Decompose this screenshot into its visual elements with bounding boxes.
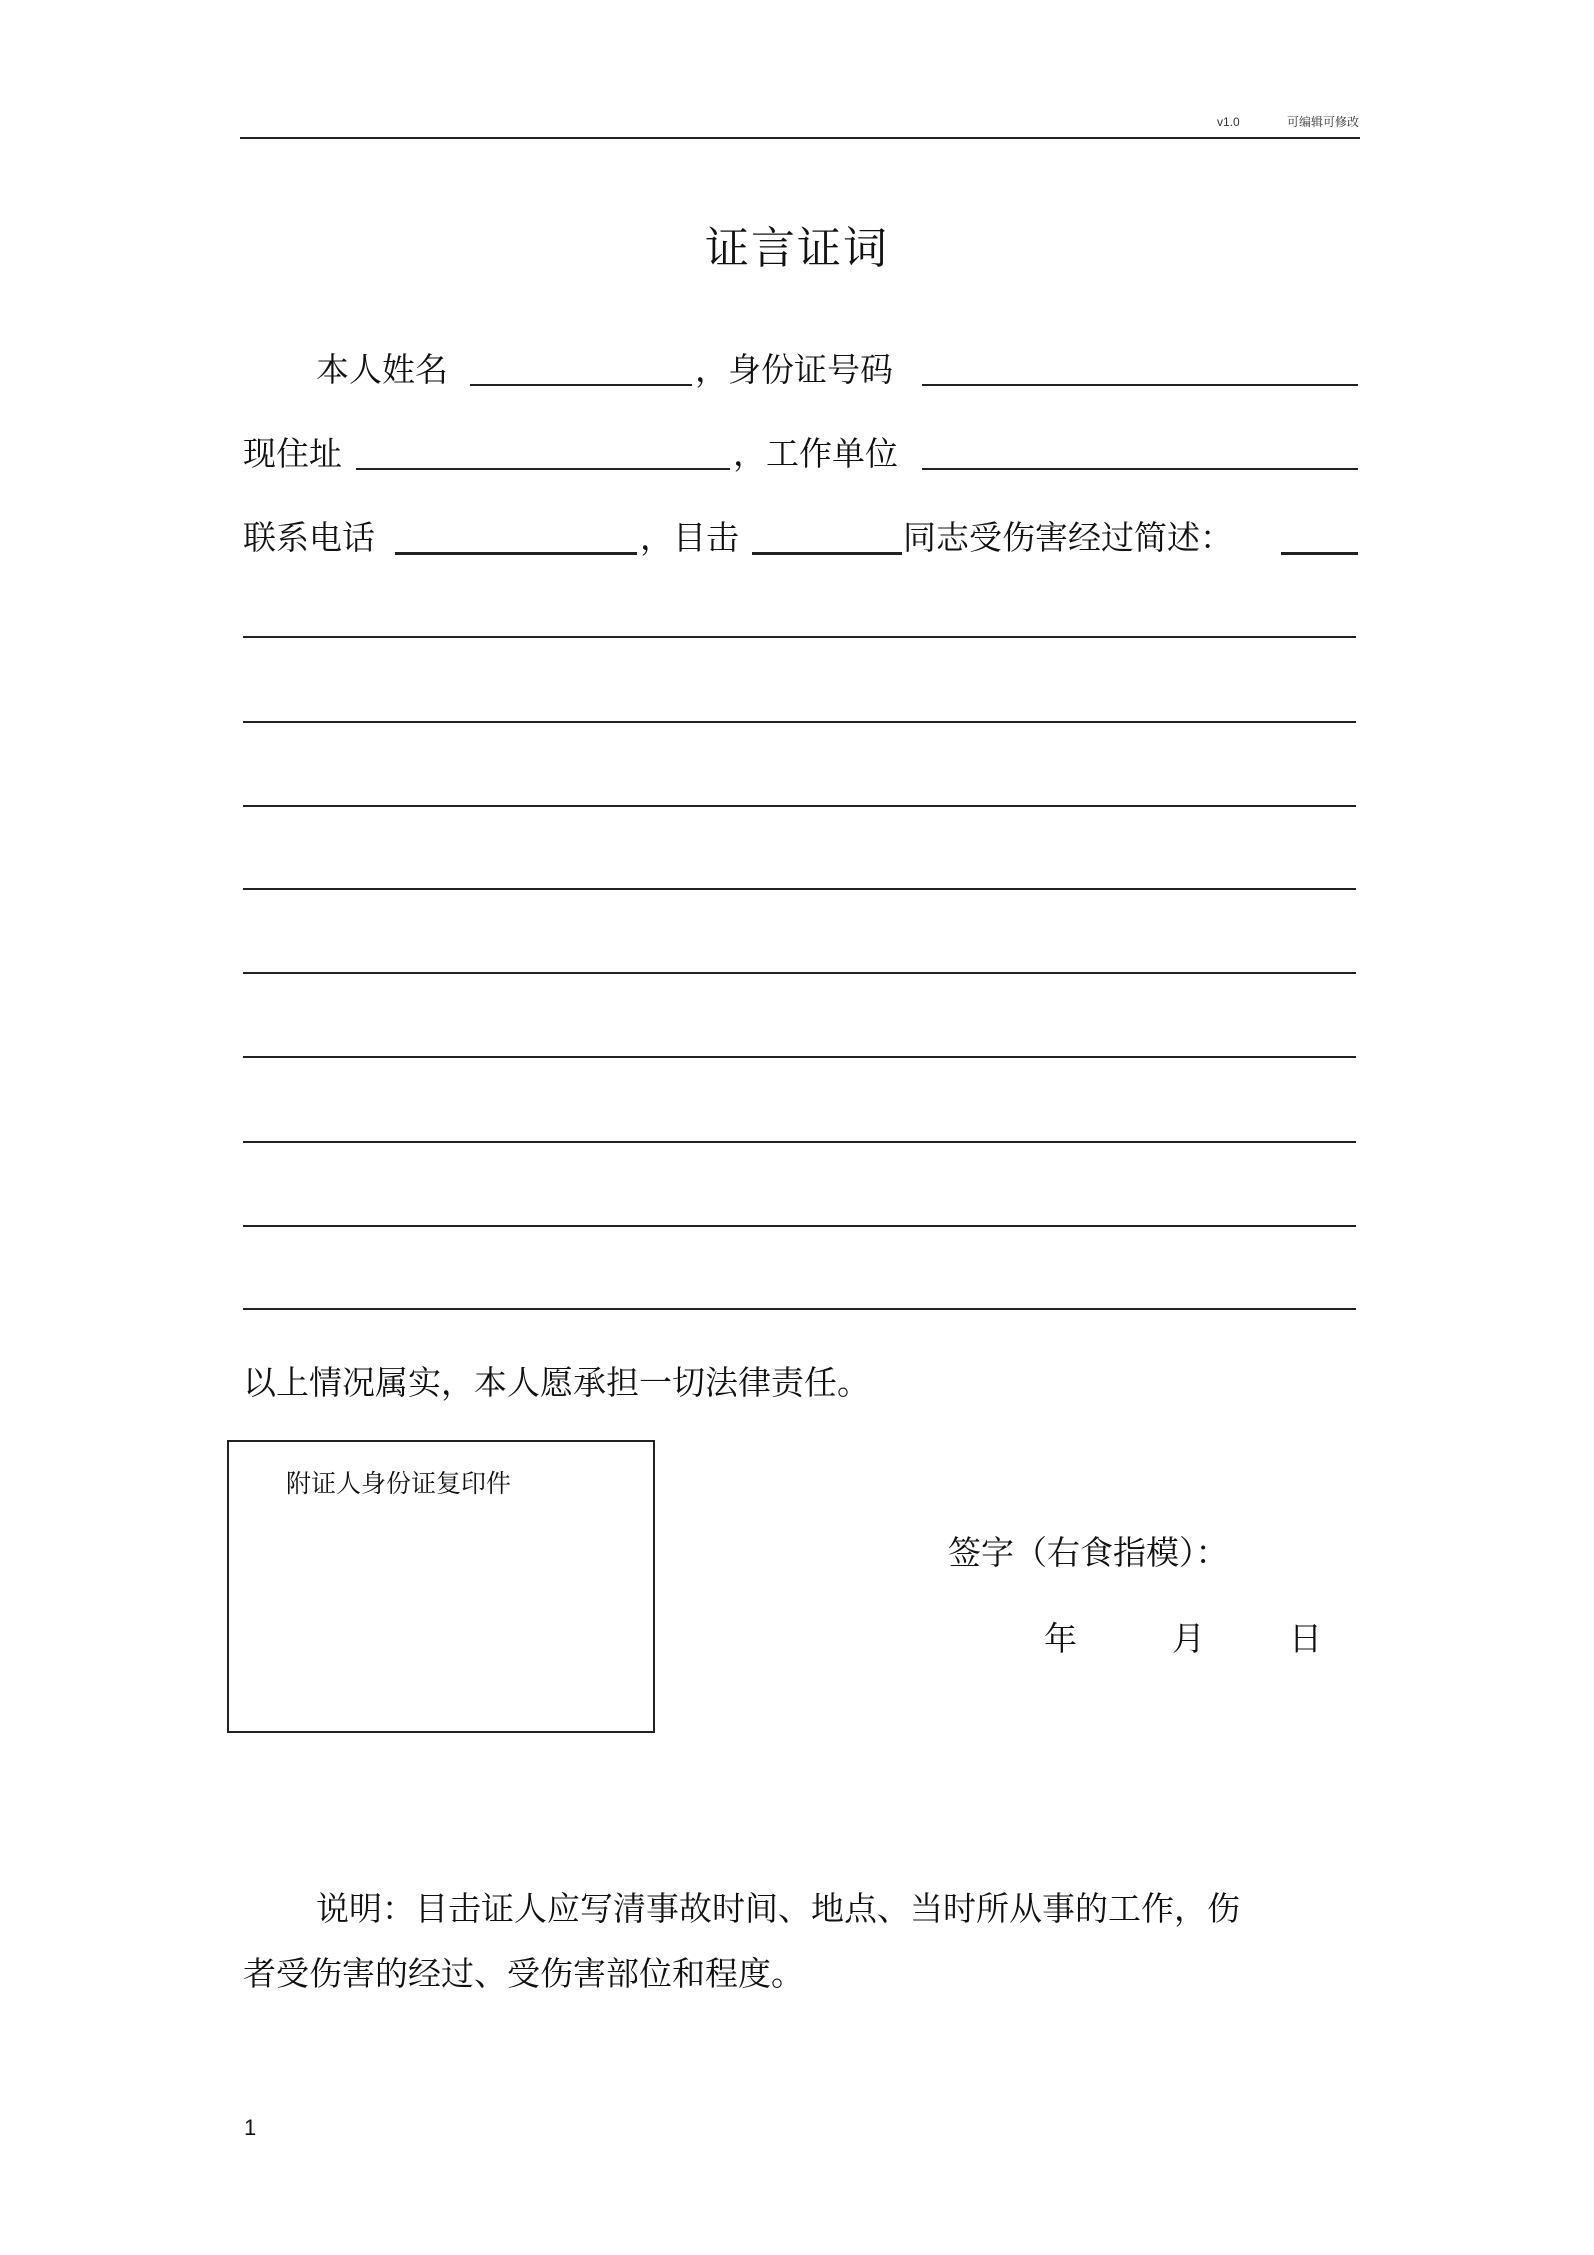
phone-field[interactable] — [395, 552, 637, 555]
header-meta — [1173, 113, 1359, 130]
address-label: 现住址 — [243, 434, 342, 473]
account-start-field[interactable] — [1281, 552, 1358, 555]
id-copy-label: 附证人身份证复印件 — [286, 1469, 512, 1498]
name-field[interactable] — [470, 384, 692, 386]
year-label: 年 — [1044, 1619, 1077, 1658]
writing-line[interactable] — [243, 636, 1356, 638]
id-number-field[interactable] — [922, 384, 1358, 386]
witness-name-field[interactable] — [752, 552, 902, 555]
header-divider — [240, 137, 1360, 139]
document-title: 证言证词 — [705, 223, 889, 274]
writing-line[interactable] — [243, 1225, 1356, 1227]
address-field[interactable] — [356, 468, 730, 470]
signature-label: 签字（右食指模）： — [948, 1533, 1229, 1572]
page-number: 1 — [244, 2115, 257, 2140]
writing-line[interactable] — [243, 721, 1356, 723]
phone-label: 联系电话 — [243, 518, 375, 557]
writing-line[interactable] — [243, 805, 1356, 807]
work-unit-label: ，工作单位 — [733, 434, 898, 473]
month-label: 月 — [1172, 1619, 1205, 1658]
version-label: v1.0 — [1216, 115, 1240, 129]
writing-line[interactable] — [243, 888, 1356, 890]
editable-note: 可编辑可修改 — [1286, 115, 1359, 129]
note-line-1: 说明：目击证人应写清事故时间、地点、当时所从事的工作，伤 — [316, 1889, 1240, 1928]
writing-line[interactable] — [243, 1141, 1356, 1143]
writing-line[interactable] — [243, 972, 1356, 974]
id-number-label: ，身份证号码 — [695, 350, 893, 389]
work-unit-field[interactable] — [922, 468, 1358, 470]
day-label: 日 — [1289, 1619, 1322, 1658]
declaration-text: 以上情况属实，本人愿承担一切法律责任。 — [243, 1363, 870, 1402]
witness-label: ，目击 — [640, 518, 739, 557]
account-label: 同志受伤害经过简述： — [903, 518, 1233, 557]
name-label: 本人姓名 — [316, 350, 448, 389]
id-copy-box — [227, 1440, 655, 1733]
writing-line[interactable] — [243, 1308, 1356, 1310]
writing-line[interactable] — [243, 1056, 1356, 1058]
note-line-2: 者受伤害的经过、受伤害部位和程度。 — [243, 1954, 804, 1993]
